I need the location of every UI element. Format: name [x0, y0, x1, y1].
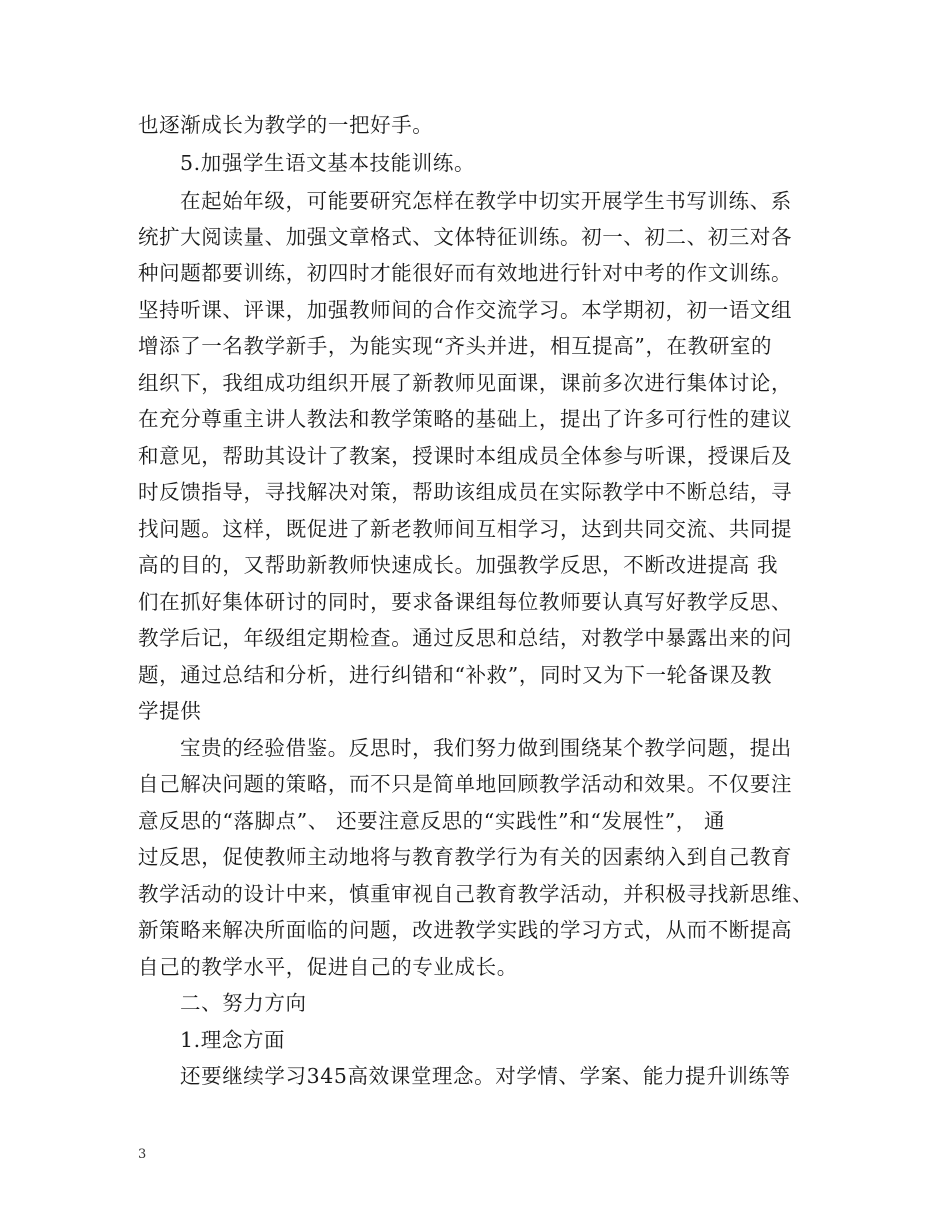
text-line: 在起始年级，可能要研究怎样在教学中切实开展学生书写训练、系 [180, 189, 792, 213]
text-line: 教学后记，年级组定期检查。通过反思和总结，对教学中暴露出来的问 [138, 626, 793, 650]
text-line: 坚持听课、评课，加强教师间的合作交流学习。本学期初，初一语文组 [138, 298, 793, 322]
text-line: 意反思的“落脚点”、 还要注意反思的“实践性”和“发展性”， 通 [138, 809, 726, 833]
text-line: 学提供 [138, 699, 202, 723]
text-line: 们在抓好集体研讨的同时，要求备课组每位教师要认真写好教学反思、 [138, 590, 793, 614]
text-line: 自己解决问题的策略，而不只是简单地回顾教学活动和效果。不仅要注 [138, 772, 793, 796]
text-line: 找问题。这样，既促进了新老教师间互相学习，达到共同交流、共同提 [138, 517, 793, 541]
text-line: 过反思，促使教师主动地将与教育教学行为有关的因素纳入到自己教育 [138, 845, 793, 869]
text-line: 自己的教学水平，促进自己的专业成长。 [138, 955, 518, 979]
text-line: 高的目的，又帮助新教师快速成长。加强教学反思，不断改进提高 我 [138, 553, 779, 577]
text-line: 统扩大阅读量、加强文章格式、文体特征训练。初一、初二、初三对各 [138, 225, 793, 249]
text-line: 组织下，我组成功组织开展了新教师见面课，课前多次进行集体讨论， [138, 371, 793, 395]
section-heading: 二、努力方向 [180, 991, 307, 1015]
text-line: 在充分尊重主讲人教法和教学策略的基础上，提出了许多可行性的建议 [138, 407, 793, 431]
text-line: 宝贵的经验借鉴。反思时，我们努力做到围绕某个教学问题，提出 [180, 736, 792, 760]
text-line: 种问题都要训练，初四时才能很好而有效地进行针对中考的作文训练。 [138, 261, 793, 285]
subsection-heading: 1.理念方面 [180, 1028, 286, 1052]
text-line: 和意见，帮助其设计了教案，授课时本组成员全体参与听课，授课后及 [138, 444, 793, 468]
section-heading: 5.加强学生语文基本技能训练。 [180, 151, 476, 175]
text-line: 还要继续学习345高效课堂理念。对学情、学案、能力提升训练等 [180, 1064, 791, 1088]
text-line: 新策略来解决所面临的问题，改进教学实践的学习方式，从而不断提高 [138, 918, 793, 942]
text-line: 教学活动的设计中来，慎重审视自己教育教学活动，并积极寻找新思维、 [138, 882, 814, 906]
text-line: 增添了一名教学新手，为能实现“齐头并进，相互提高”，在教研室的 [138, 334, 773, 358]
text-line: 也逐渐成长为教学的一把好手。 [138, 113, 434, 137]
page-number: 3 [138, 1147, 147, 1162]
text-line: 时反馈指导，寻找解决对策，帮助该组成员在实际教学中不断总结，寻 [138, 480, 793, 504]
text-line: 题，通过总结和分析，进行纠错和“补救”，同时又为下一轮备课及教 [138, 663, 773, 687]
